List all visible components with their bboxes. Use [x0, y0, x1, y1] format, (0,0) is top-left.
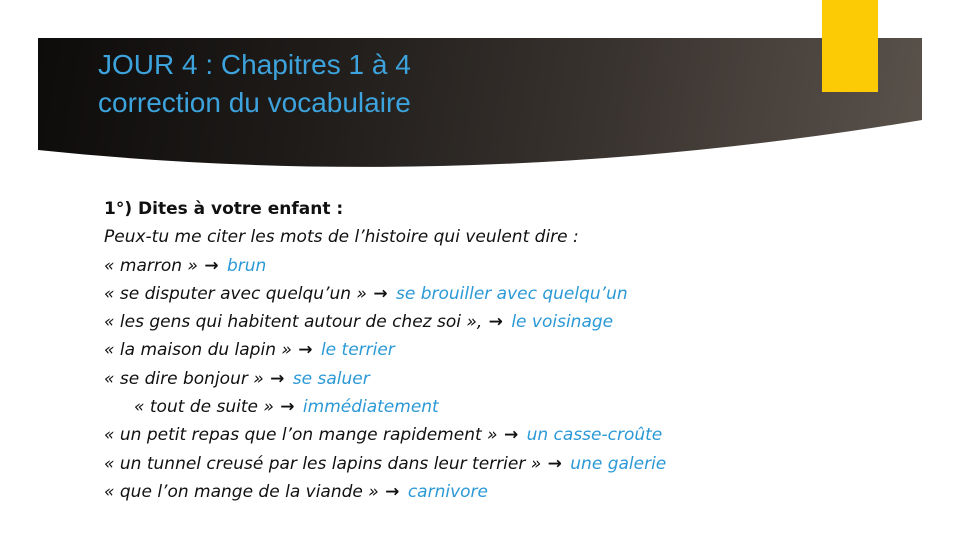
- vocab-answer: carnivore: [407, 481, 488, 502]
- arrow-right-icon: →: [488, 312, 503, 333]
- question-heading: 1°) Dites à votre enfant :: [104, 199, 344, 219]
- question-intro: Peux-tu me citer les mots de l’histoire qui veulent dire :: [104, 227, 579, 248]
- arrow-right-icon: →: [298, 340, 313, 361]
- vocab-item: [104, 365, 804, 393]
- arrow-right-icon: →: [373, 283, 388, 304]
- vocab-answer: un casse-croûte: [526, 425, 663, 446]
- accent-block: [822, 0, 878, 92]
- vocab-item: [104, 421, 804, 449]
- vocab-term: « se disputer avec quelqu’un »: [104, 283, 367, 304]
- arrow-right-icon: →: [547, 453, 562, 474]
- vocab-term: « se dire bonjour »: [104, 368, 264, 389]
- vocab-term: « que l’on mange de la viande »: [104, 481, 379, 502]
- slide-title: [98, 46, 411, 122]
- vocab-term: « un petit repas que l’on mange rapidement »: [104, 425, 498, 446]
- vocab-item: [104, 478, 804, 506]
- vocab-term: « marron »: [104, 255, 198, 276]
- vocab-item: [104, 308, 804, 336]
- vocab-item: [104, 393, 804, 421]
- vocab-item: [104, 280, 804, 308]
- vocab-answer: se brouiller avec quelqu’un: [395, 283, 628, 304]
- vocab-answer: le terrier: [320, 340, 395, 361]
- vocab-answer: brun: [227, 255, 267, 276]
- vocab-answer: se saluer: [292, 368, 370, 389]
- vocab-item: [104, 450, 804, 478]
- arrow-right-icon: →: [280, 397, 295, 418]
- arrow-right-icon: →: [204, 255, 219, 276]
- vocab-item: [104, 336, 804, 364]
- vocab-term: « tout de suite »: [134, 397, 274, 418]
- slide-title-line-2: correction du vocabulaire: [98, 87, 411, 118]
- vocab-term: « un tunnel creusé par les lapins dans leur terrier »: [104, 453, 542, 474]
- vocab-answer: une galerie: [570, 453, 667, 474]
- vocab-term: « les gens qui habitent autour de chez soi »,: [104, 312, 488, 333]
- vocab-item: [104, 252, 804, 280]
- arrow-right-icon: →: [385, 481, 400, 502]
- slide-title-line-1: JOUR 4 : Chapitres 1 à 4: [98, 49, 411, 80]
- vocabulary-correction: [104, 195, 804, 506]
- vocab-answer: immédiatement: [302, 397, 439, 418]
- vocab-term: « la maison du lapin »: [104, 340, 292, 361]
- arrow-right-icon: →: [503, 425, 519, 446]
- arrow-right-icon: →: [270, 368, 285, 389]
- vocab-answer: le voisinage: [511, 312, 614, 333]
